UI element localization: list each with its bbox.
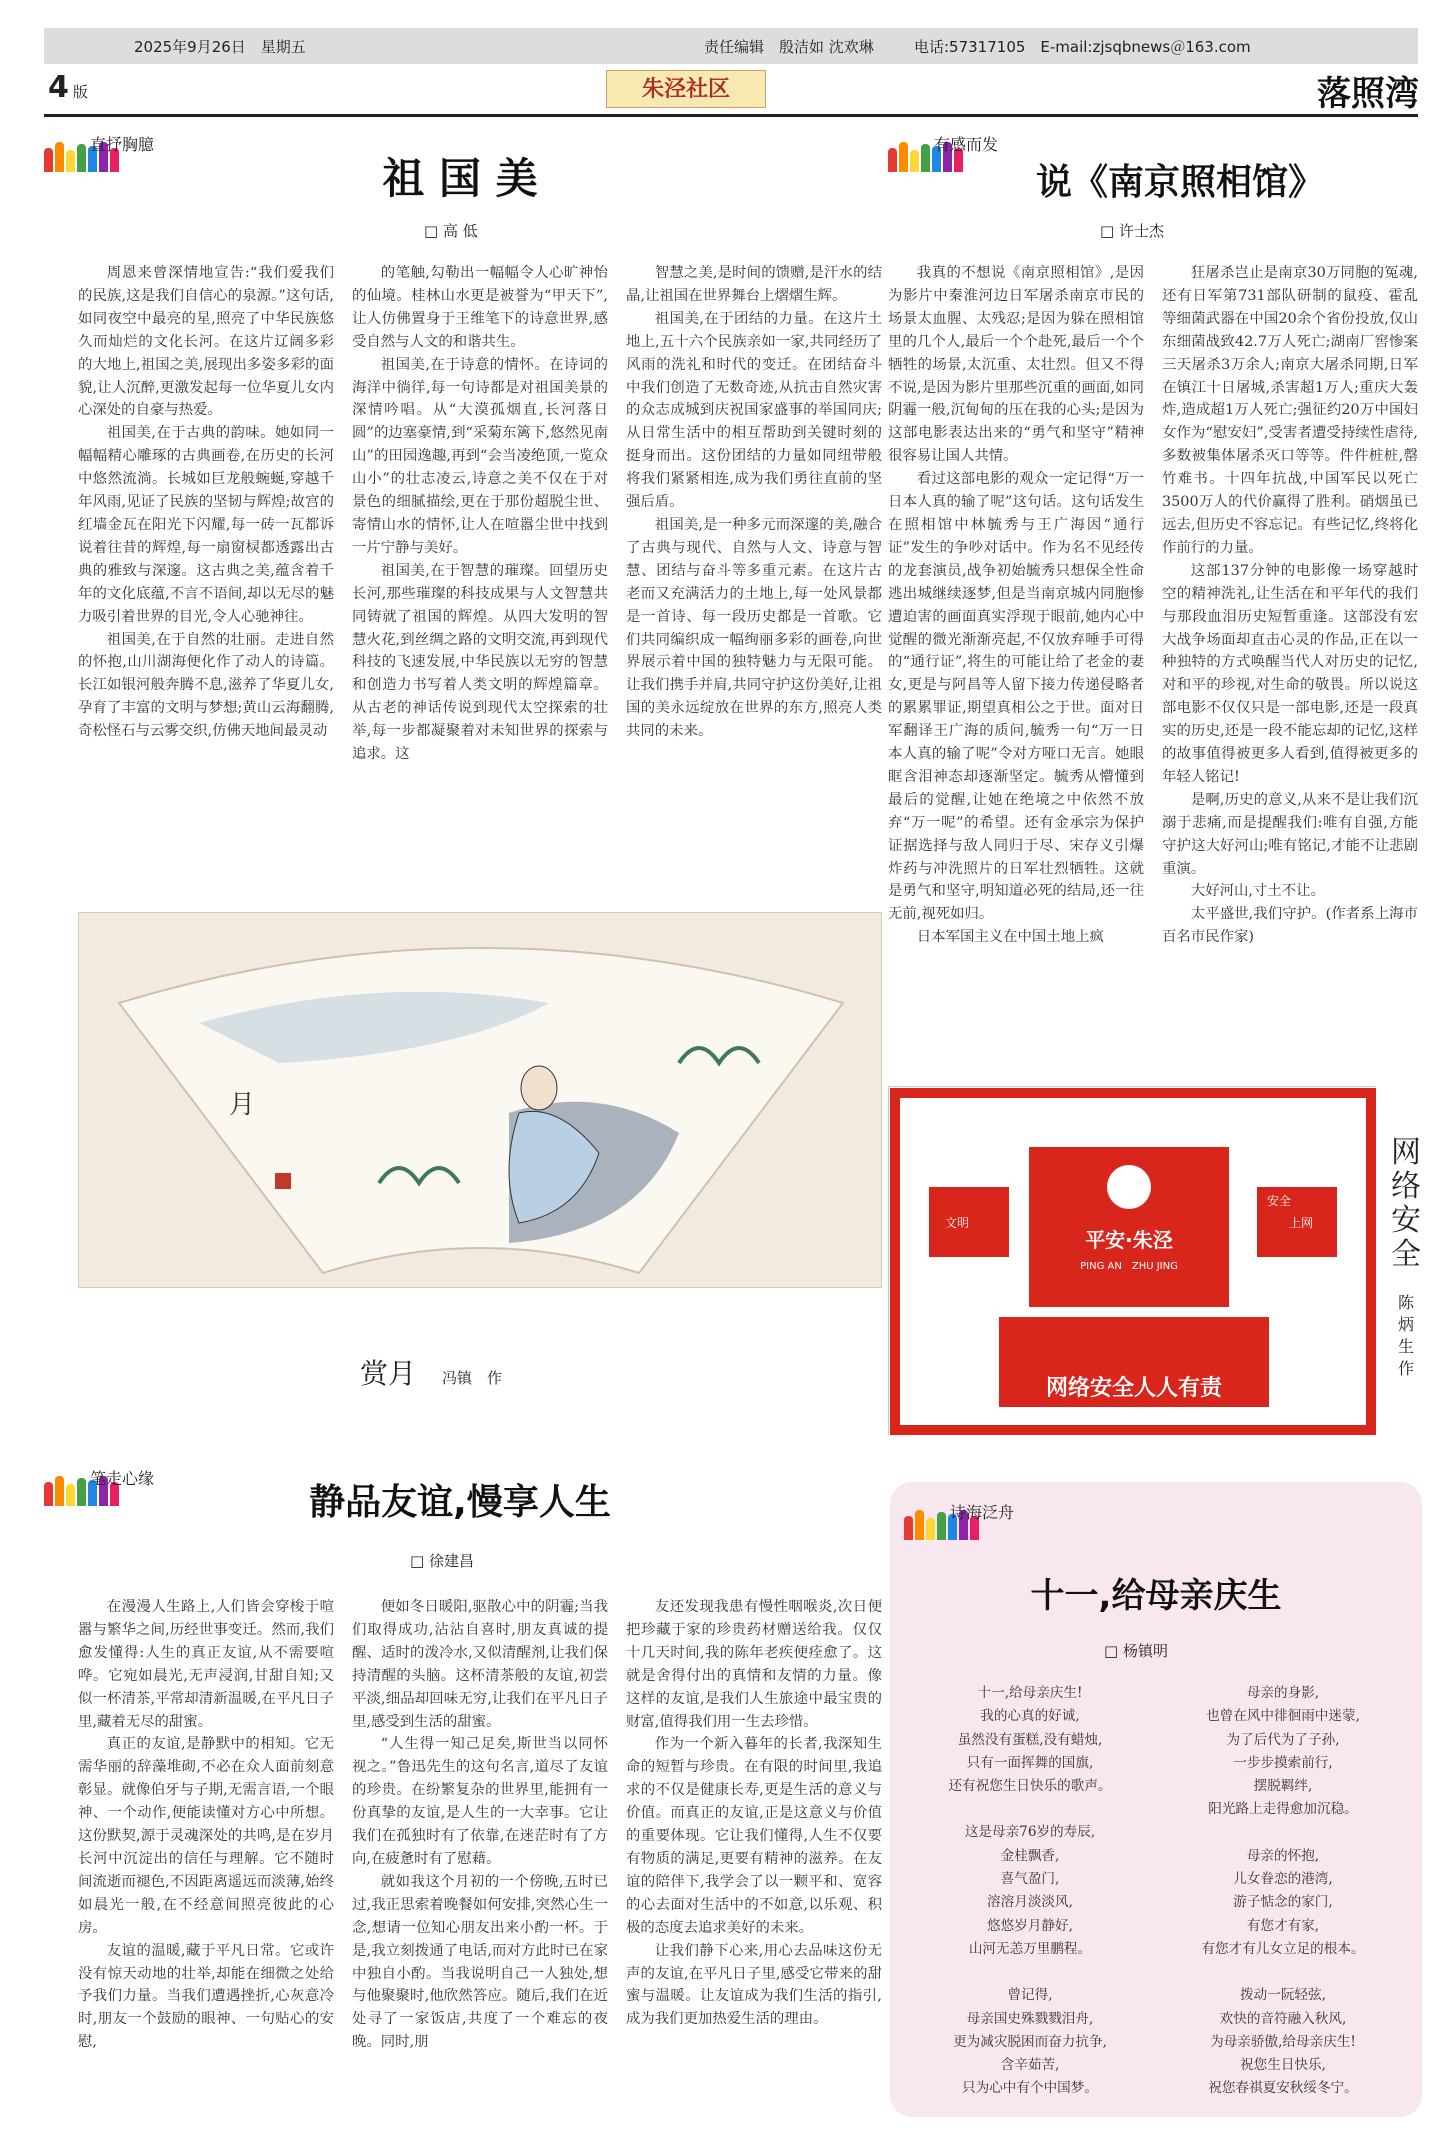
paragraph: 在漫漫人生路上,人们皆会穿梭于喧嚣与繁华之间,历经世事变迁。然而,我们愈发懂得:人生的真正友谊,从不需要喧哗。它宛如晨光,无声浸润,甘甜自知;又似一杯清茶,平常却清新温暖,在平凡日子里,藏着无尽的甜蜜。 bbox=[78, 1599, 334, 1730]
poem-box bbox=[890, 1482, 1422, 2117]
poem-line: 含辛茹苦, bbox=[1000, 2057, 1060, 2074]
paragraph: 友还发现我患有慢性咽喉炎,次日便把珍藏于家的珍贵药材赠送给我。仅仅十几天时间,我的陈年老疾便痊愈了。这就是舍得付出的真情和友情的力量。像这样的友谊,是我们人生旅途中最宝贵的财富,值得我们用一生去珍惜。 bbox=[626, 1599, 882, 1730]
poem-line: 悠悠岁月静好, bbox=[987, 1917, 1073, 1934]
paragraph: 大好河山,寸土不让。 bbox=[1190, 883, 1325, 900]
paragraph: 祖国美,是一种多元而深邃的美,融合了古典与现代、自然与人文、诗意与智慧、团结与奋斗等多重元素。在这片古老而又充满活力的土地上,每一处风景都是一首诗、每一段历史都是一首歌。它们共同编织成一幅绚丽多彩的画卷,向世界展示着中国的独特魅力与无限可能。让我们携手并肩,共同守护这份美好,让祖国的美永远绽放在世界的东方,照亮人类共同的未来。 bbox=[626, 516, 882, 740]
poem-line: 溶溶月淡淡风, bbox=[987, 1894, 1073, 1911]
papercut-text1: 平安·朱泾 bbox=[1085, 1228, 1173, 1252]
papercut-author: 陈炳生 作 bbox=[1397, 1293, 1431, 1378]
paragraph: 祖国美,在于诗意的情怀。在诗词的海洋中徜徉,每一句诗都是对祖国美景的深情吟唱。从“大漠孤烟直,长河落日圆”的边塞豪情,到“采菊东篱下,悠然见南山”的田园逸趣,再到“会当凌绝顶,一览众山小”的壮志凌云,诗意之美不仅在于对景色的细腻描绘,更在于那份超脱尘世、寄情山水的情怀,让人在喧嚣尘世中找到一片宁静与美好。 bbox=[352, 356, 608, 556]
poem-stanza bbox=[1158, 1682, 1408, 1822]
paragraph: 祖国美,在于团结的力量。在这片土地上,五十六个民族亲如一家,共同经历了风雨的洗礼和时代的变迁。在团结奋斗中我们创造了无数奇迹,从抗击自然灾害的众志成城到庆祝国家盛事的举国同庆;从日常生活中的相互帮助到关键时刻的挺身而出。这份团结的力量如同纽带般将我们紧紧相连,成为我们勇往直前的坚强后盾。 bbox=[626, 310, 882, 511]
paragraph: 就如我这个月初的一个傍晚,五时已过,我正思索着晚餐如何安排,突然心生一念,想请一位知心朋友出来小酌一杯。于是,我立刻拨通了电话,而对方此时已在家中独自小酌。当我说明自己一人独处,想与他聚聚时,他欣然答应。随后,我们在近处寻了一家饭店,共度了一个难忘的夜晚。同时,朋 bbox=[352, 1873, 608, 2051]
poem-right-column bbox=[1158, 1682, 1408, 2124]
poem-line: 十一,给母亲庆生! bbox=[977, 1685, 1083, 1701]
fan-painting-image bbox=[78, 912, 882, 1288]
column-badge: 有感而发 bbox=[888, 132, 1088, 172]
paragraph: 祖国美,在于智慧的璀璨。回望历史长河,那些璀璨的科技成果与人文智慧共同铸就了祖国的辉煌。从四大发明的智慧火花,到丝绸之路的文明交流,再到现代科技的飞速发展,中华民族以无穷的智慧和创造力书写着人类文明的辉煌篇章。从古老的神话传说到现代太空探索的壮举,每一步都凝聚着对未知世界的探索与追求。这 bbox=[352, 562, 608, 763]
paragraph: 智慧之美,是时间的馈赠,是汗水的结晶,让祖国在世界舞台上熠熠生辉。 bbox=[626, 265, 882, 304]
poem-line: 金桂飘香, bbox=[1000, 1847, 1060, 1864]
poem-stanza bbox=[910, 1821, 1150, 1961]
paragraph: 的笔触,勾勒出一幅幅令人心旷神怡的仙境。桂林山水更是被誉为“甲天下”,让人仿佛置身于王维笔下的诗意世界,感受自然与人文的和谐共生。 bbox=[352, 265, 608, 350]
painting-caption: 赏月 冯镇 作 bbox=[360, 1357, 503, 1390]
text-column bbox=[1162, 262, 1418, 1062]
section-title: 落照湾 bbox=[1317, 74, 1419, 114]
poem-line: 母亲国史殊戮戮泪舟, bbox=[966, 2010, 1094, 2027]
poem-title: 十一,给母亲庆生 bbox=[1030, 1576, 1282, 1616]
paragraph: 周恩来曾深情地宣告:“我们爱我们的民族,这是我们自信心的泉源。”这句话,如同夜空中最亮的星,照亮了中华民族悠久而灿烂的文化长河。在这片辽阔多彩的大地上,祖国之美,展现出多姿多彩的面貌,让人沉醉,更激发起每一位华夏儿女内心深处的自豪与热爱。 bbox=[78, 265, 334, 419]
article-title: 静品友谊,慢享人生 bbox=[309, 1482, 611, 1523]
paragraph: 太平盛世,我们守护。(作者系上海市百名市民作家) bbox=[1162, 906, 1418, 946]
poem-stanza bbox=[1158, 1984, 1408, 2100]
paragraph: 是啊,历史的意义,从来不是让我们沉溺于悲痛,而是提醒我们:唯有自强,方能守护这大好河山;唯有铭记,才能不让悲剧重演。 bbox=[1162, 791, 1418, 877]
column-badge: 诗海泛舟 bbox=[904, 1500, 1104, 1540]
poem-line: 游子惦念的家门, bbox=[1233, 1894, 1333, 1911]
poem-line: 只有一面挥舞的国旗, bbox=[966, 1754, 1094, 1771]
paragraph: 祖国美,在于古典的韵味。她如同一幅幅精心雕琢的古典画卷,在历史的长河中悠然流淌。长城如巨龙般蜿蜒,穿越千年风雨,见证了民族的坚韧与辉煌;故宫的红墙金瓦在阳光下闪耀,每一砖一瓦都诉说着往昔的辉煌,每一扇窗棂都透露出古典的雅致与深邃。这古典之美,蕴含着千年的文化底蕴,不言不语间,却以无尽的魅力吸引着世界的目光,令人心驰神往。 bbox=[78, 425, 334, 625]
poem-line: 有您才有儿女立足的根本。 bbox=[1201, 1940, 1365, 1957]
papercut-right-screen: 上网 bbox=[1289, 1216, 1314, 1230]
papercut-right-top: 安全 bbox=[1267, 1194, 1292, 1208]
text-column bbox=[352, 262, 608, 904]
papercut-image bbox=[888, 1086, 1376, 1435]
poem-author: □ 杨镇明 bbox=[1104, 1642, 1168, 1660]
text-column bbox=[626, 262, 882, 904]
article-author: □ 徐建昌 bbox=[410, 1552, 474, 1570]
poem-line: 母亲的怀抱, bbox=[1246, 1847, 1320, 1864]
poem-line: 虽然没有蛋糕,没有蜡烛, bbox=[957, 1731, 1103, 1748]
poem-line: 祝您春祺夏安秋绥冬宁。 bbox=[1208, 2080, 1358, 2097]
paragraph: 看过这部电影的观众一定记得“万一日本人真的输了呢”这句话。这句话发生在照相馆中林毓秀与王广海因“通行证”发生的争吵对话中。作为名不见经传的龙套演员,战争初始毓秀只想保全性命逃出城继续逐梦,但是当南京城内同胞惨遭迫害的画面真实浮现于眼前,她内心中觉醒的微光渐渐亮起,不仅放弃唾手可得的“通行证”,将生的可能让给了老金的妻女,更是与阿昌等人留下接力传递侵略者的累累罪证,期望真相公之于世。面对日军翻译王广海的质问,毓秀一句“万一日本人真的输了呢”令对方哑口无言。她眼眶含泪神态却逐渐坚定。毓秀从懵懂到最后的觉醒,让她在绝境之中依然不放弃“万一呢”的希望。还有金承宗为保护证据选择与敌人同归于尽、宋存义引爆炸药与冲洗照片的日军壮烈牺牲。这就是勇气和坚守,明知道必死的结局,还一往无前,视死如归。 bbox=[888, 471, 1144, 923]
papercut-banner: 网络安全人人有责 bbox=[1045, 1376, 1223, 1401]
papercut-title: 网络安全 bbox=[1391, 1135, 1421, 1272]
article-author: □ 高 低 bbox=[424, 222, 478, 240]
poem-line: 也曾在风中徘徊雨中迷蒙, bbox=[1206, 1708, 1360, 1725]
poem-line: 儿女眷恋的港湾, bbox=[1233, 1871, 1333, 1888]
masthead-logo: 朱泾社区 bbox=[606, 70, 766, 108]
poem-line: 还有祝您生日快乐的歌声。 bbox=[948, 1778, 1112, 1795]
poem-stanza bbox=[910, 1984, 1150, 2100]
article-author: □ 许士杰 bbox=[1100, 222, 1164, 240]
paragraph: 日本军国主义在中国土地上疯 bbox=[916, 929, 1104, 946]
poem-line: 只为心中有个中国梦。 bbox=[962, 2080, 1098, 2097]
contact-info: 电话:57317105 E-mail:zjsqbnews＠163.com bbox=[914, 38, 1251, 56]
poem-line: 为了后代为了子孙, bbox=[1226, 1731, 1340, 1748]
papercut-left-screen: 文明 bbox=[945, 1216, 970, 1230]
papercut-svg bbox=[889, 1087, 1377, 1436]
text-column bbox=[888, 262, 1144, 1062]
papercut-text2: PING AN ZHU JING bbox=[1080, 1261, 1178, 1272]
poem-line: 这是母亲76岁的寿辰, bbox=[964, 1824, 1096, 1841]
article-body bbox=[888, 262, 1418, 1062]
paragraph: 真正的友谊,是静默中的相知。它无需华丽的辞藻堆砌,不必在众人面前刻意彰显。就像伯牙与子期,无需言语,一个眼神、一个动作,便能读懂对方心中所想。这份默契,源于灵魂深处的共鸣,是在岁月长河中沉淀出的信任与理解。它不随时间流逝而褪色,不因距离遥远而淡薄,始终如晨光一般,在不经意间照亮彼此的心房。 bbox=[78, 1736, 334, 1936]
poem-line: 摆脱羁绊, bbox=[1253, 1778, 1313, 1795]
text-column bbox=[626, 1596, 882, 2136]
page-number: 4 版 bbox=[48, 70, 88, 105]
issue-date: 2025年9月26日 星期五 bbox=[134, 38, 306, 56]
paragraph: 祖国美,在于自然的壮丽。走进自然的怀抱,山川湖海便化作了动人的诗篇。长江如银河般奔腾不息,滋养了华夏儿女,孕育了丰富的文明与梦想;黄山云海翻腾,奇松怪石与云雾交织,仿佛天地间最灵动 bbox=[78, 631, 334, 740]
poem-line: 有您才有家, bbox=[1246, 1917, 1320, 1934]
poem-line: 祝您生日快乐, bbox=[1240, 2057, 1326, 2074]
poem-line: 阳光路上走得愈加沉稳。 bbox=[1208, 1801, 1358, 1818]
fan-painting-svg bbox=[79, 913, 883, 1289]
poem-line: 山河无恙万里鹏程。 bbox=[968, 1940, 1092, 1957]
paragraph: 这部137分钟的电影像一场穿越时空的精神洗礼,让生活在和平年代的我们与那段血泪历史短暂重逢。这部没有宏大战争场面却直击心灵的作品,正在以一种独特的方式唤醒当代人对历史的记忆,对和平的珍视,对生命的敬畏。所以说这部电影不仅仅只是一部电影,还是一段真实的历史,还是一段不能忘却的记忆,这样的故事值得被更多人看到,值得被更多的年轻人铭记! bbox=[1162, 562, 1418, 785]
poem-stanza bbox=[1158, 1845, 1408, 1961]
paragraph: “人生得一知己足矣,斯世当以同怀视之。”鲁迅先生的这句名言,道尽了友谊的珍贵。在纷繁复杂的世界里,能拥有一份真挚的友谊,是人生的一大幸事。它让我们在孤独时有了依靠,在迷茫时有了方向,在疲惫时有了慰藉。 bbox=[352, 1736, 608, 1867]
paragraph: 友谊的温暖,藏于平凡日常。它或许没有惊天动地的壮举,却能在细微之处给予我们力量。当我们遭遇挫折,心灰意冷时,朋友一个鼓励的眼神、一句贴心的安慰, bbox=[78, 1942, 334, 2051]
article-title: 说《南京照相馆》 bbox=[1035, 162, 1324, 203]
paragraph: 便如冬日暖阳,驱散心中的阴霾;当我们取得成功,沾沾自喜时,朋友真诚的提醒、适时的泼冷水,又似清醒剂,让我们保持清醒的头脑。这杯清茶般的友谊,初尝平淡,细品却回味无穷,让我们在平凡日子里,感受到生活的甜蜜。 bbox=[352, 1599, 608, 1730]
paragraph: 作为一个新入暮年的长者,我深知生命的短暂与珍贵。在有限的时间里,我追求的不仅是健康长寿,更是生活的意义与价值。而真正的友谊,正是这意义与价值的重要体现。它让我们懂得,人生不仅要有物质的满足,更要有精神的滋养。在友谊的陪伴下,我学会了以一颗平和、宽容的心去面对生活中的不如意,以乐观、积极的态度去追求美好的未来。 bbox=[626, 1736, 882, 1936]
text-column bbox=[78, 1596, 334, 2136]
paragraph: 狂屠杀岂止是南京30万同胞的冤魂,还有日军第731部队研制的鼠疫、霍乱等细菌武器在中国20余个省份投放,仅山东细菌战致42.7万人死亡;湖南厂窖惨案三天屠杀3万余人;南京大屠杀同期,日军在镇江十日屠城,杀害超1万人;重庆大轰炸,造成超1万人死亡;强征约20万中国妇女作为“慰安妇”,受害者遭受持续性虐待,多数被集体屠杀灭口等等。件件桩桩,罄竹难书。十四年抗战,中国军民以死亡3500万人的代价赢得了胜利。硝烟虽已远去,但历史不容忘记。有些记忆,终将化作前行的力量。 bbox=[1162, 265, 1418, 556]
article-title: 祖 国 美 bbox=[382, 154, 538, 203]
paragraph: 我真的不想说《南京照相馆》,是因为影片中秦淮河边日军屠杀南京市民的场景太血腥、太残忍;是因为躲在照相馆里的几个人,最后一个个赴死,最后一个个牺牲的场景,太沉重、太壮烈。但又不得不说,是因为影片里那些沉重的画面,如同阴霾一般,沉甸甸的压在我的心头;是因为这部电影表达出来的“勇气和坚守”精神很容易让国人共情。 bbox=[888, 265, 1144, 465]
poem-line: 更为减灾脱困而奋力抗争, bbox=[953, 2033, 1107, 2050]
editors: 责任编辑 殷洁如 沈欢琳 bbox=[704, 38, 874, 56]
article-body bbox=[78, 1596, 882, 2136]
header-rule bbox=[44, 114, 1418, 117]
svg-text:月: 月 bbox=[229, 1090, 256, 1120]
poem-line: 喜气盈门, bbox=[1000, 1871, 1060, 1888]
poem-line: 拨动一阮轻弦, bbox=[1240, 1987, 1326, 2004]
poem-stanza bbox=[910, 1682, 1150, 1798]
poem-line: 一步步摸索前行, bbox=[1233, 1754, 1333, 1771]
poem-line: 欢快的音符融入秋风, bbox=[1219, 2010, 1347, 2027]
paragraph: 让我们静下心来,用心去品味这份无声的友谊,在平凡日子里,感受它带来的甜蜜与温暖。让友谊成为我们生活的指引,成为我们更加热爱生活的理由。 bbox=[626, 1942, 882, 2028]
poem-line: 我的心真的好诚, bbox=[980, 1708, 1080, 1725]
header-bar bbox=[44, 28, 1418, 64]
article-body bbox=[78, 262, 882, 904]
column-badge: 直抒胸臆 bbox=[44, 132, 244, 172]
column-badge: 笔走心缘 bbox=[44, 1466, 244, 1506]
text-column bbox=[352, 1596, 608, 2136]
poem-line: 曾记得, bbox=[1007, 1987, 1053, 2004]
poem-left-column bbox=[910, 1682, 1150, 2124]
poem-line: 为母亲骄傲,给母亲庆生! bbox=[1210, 2033, 1356, 2050]
poem-line: 母亲的身影, bbox=[1246, 1685, 1320, 1701]
text-column bbox=[78, 262, 334, 904]
